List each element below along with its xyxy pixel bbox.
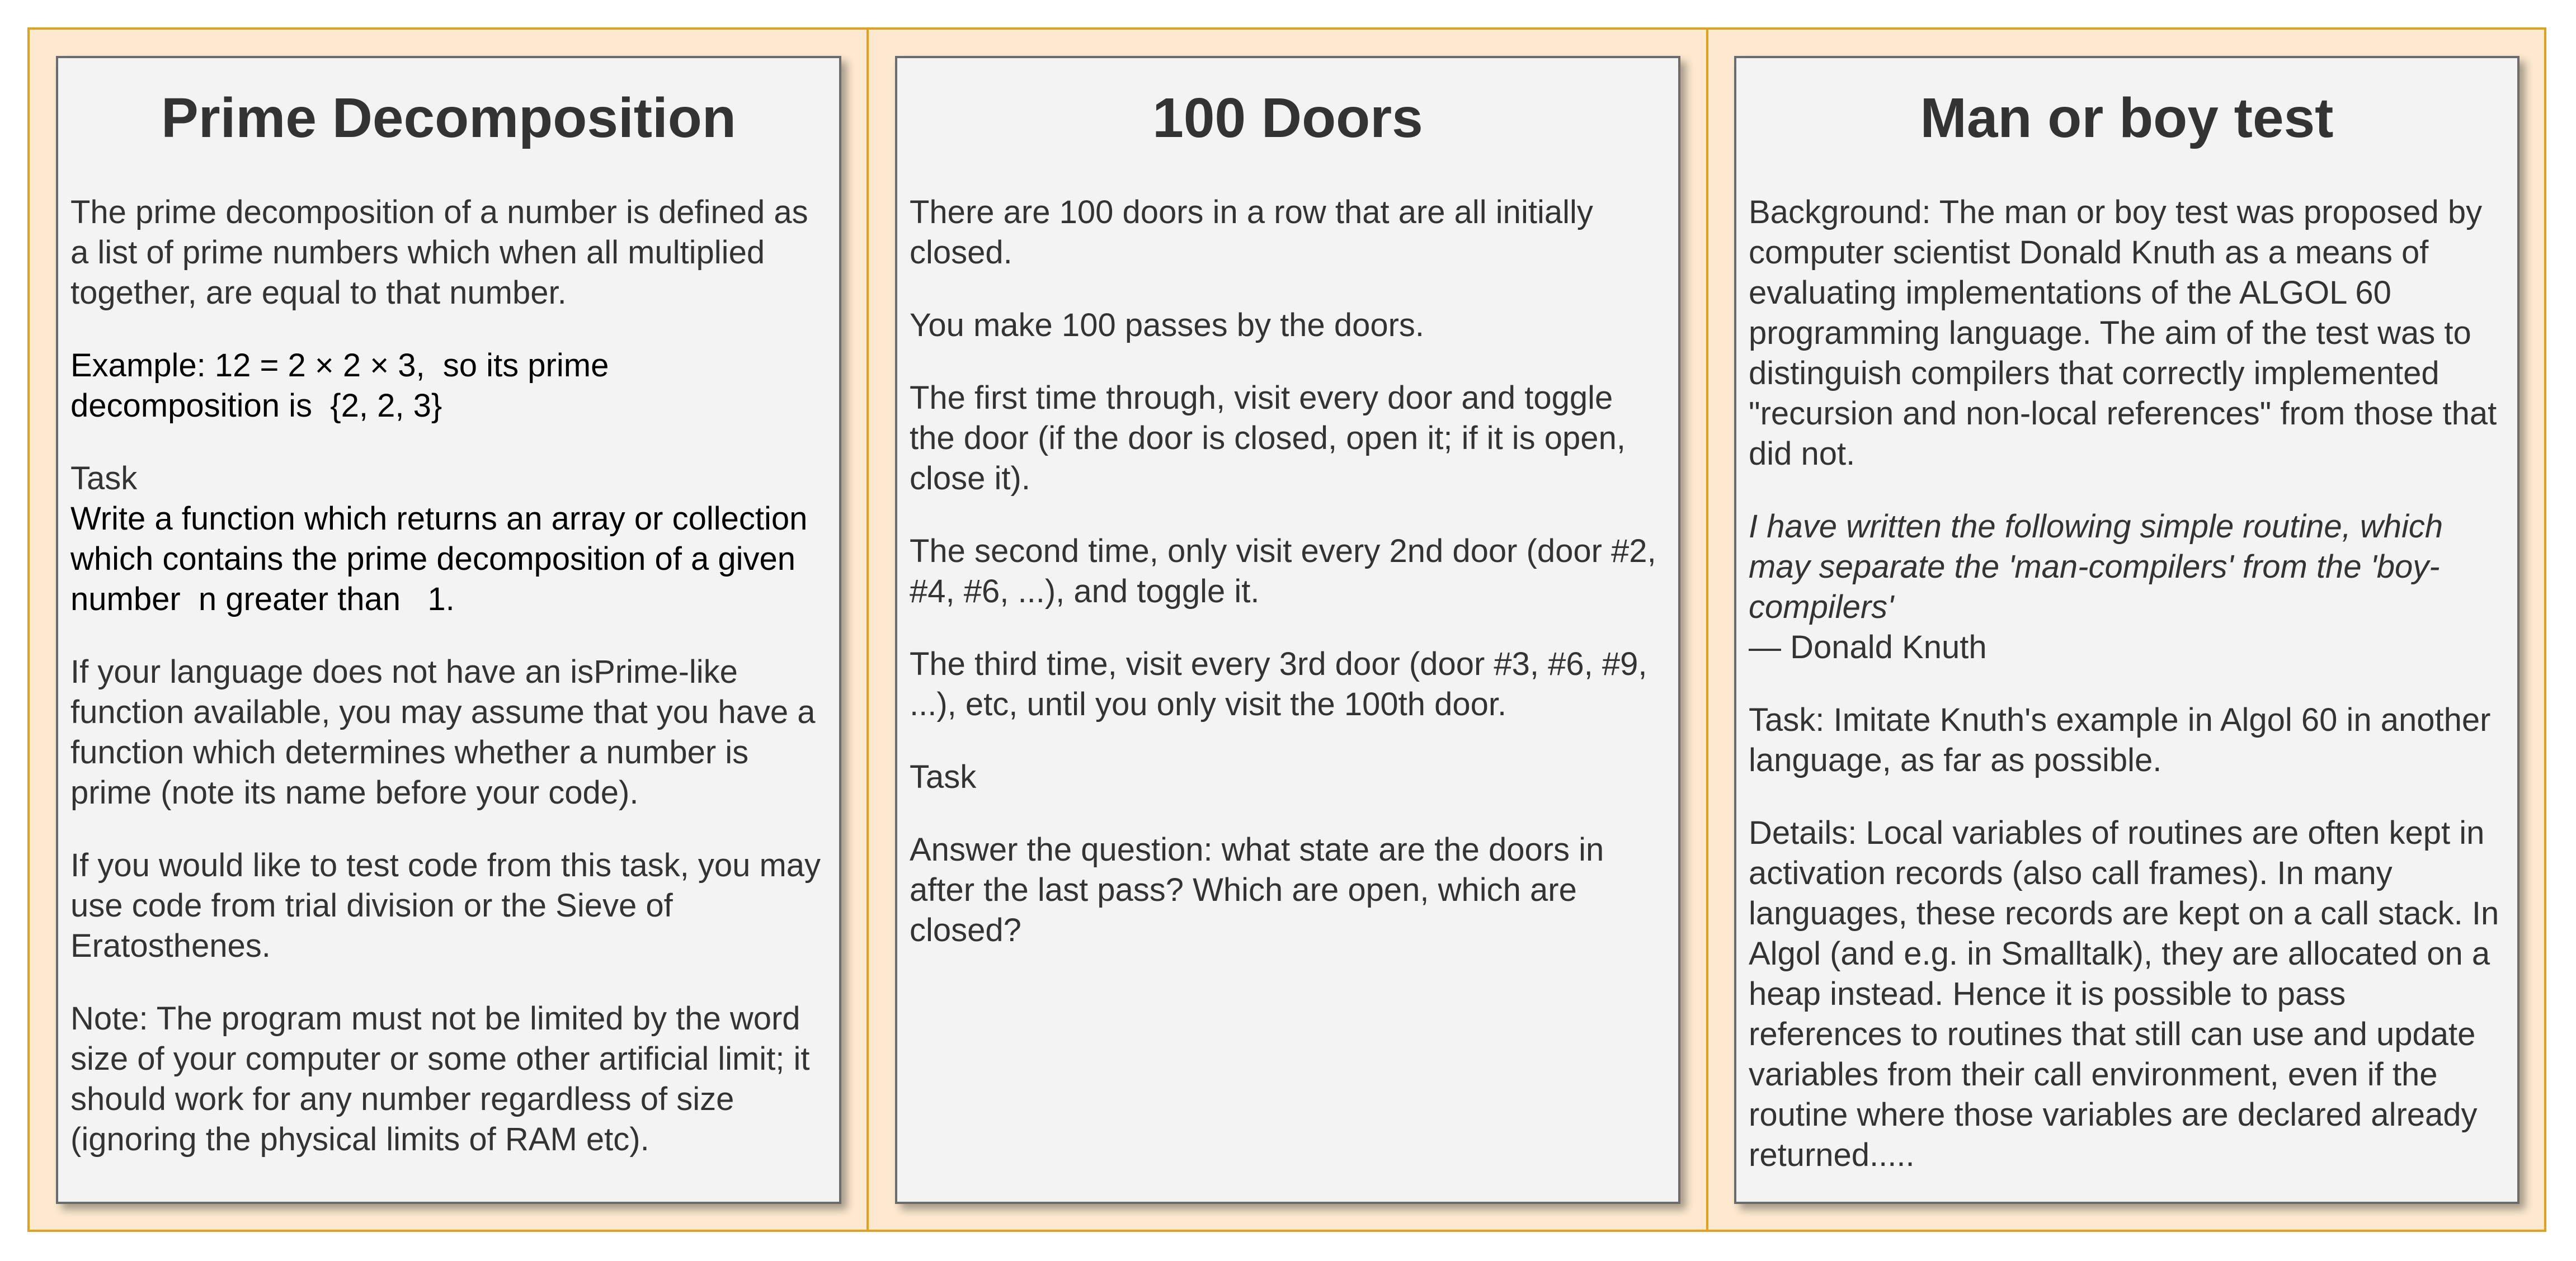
card-100-doors — [895, 56, 1680, 1204]
doors-paragraph-1: There are 100 doors in a row that are all initially closed. — [910, 194, 1593, 271]
column-divider-1 — [866, 27, 869, 1232]
test-paragraph: If you would like to test code from this task, you may use code from trial division or the Sieve of Eratosthenes. — [70, 847, 821, 964]
intro-paragraph: The prime decomposition of a number is defined as a list of prime numbers which when all multiplied together, are equal to that number. — [70, 194, 808, 311]
card-man-or-boy — [1734, 56, 2520, 1204]
task-paragraph: Write a function which returns an array or collection which contains the prime decomposition of a given number n greater than 1. — [70, 500, 817, 617]
column-divider-2 — [1706, 27, 1708, 1232]
background-paragraph: Background: The man or boy test was proposed by computer scientist Donald Knuth as a means of evaluating implementations of the ALGOL 60 programming language. The aim of the test was to distinguish compilers that correctly implemented "recursion and non-local references" from those that did not. — [1749, 194, 2497, 472]
card-title: Prime Decomposition — [161, 87, 736, 149]
task-heading: Task — [70, 460, 138, 497]
isprime-paragraph: If your language does not have an isPrime-like function available, you may assume that you have a function which determines whether a number is prime (note its name before your code). — [70, 654, 816, 811]
card-title: Man or boy test — [1920, 87, 2334, 149]
doors-paragraph-5: The third time, visit every 3rd door (door #3, #6, #9, ...), etc, until you only visit the 100th door. — [910, 646, 1647, 722]
knuth-quote: I have written the following simple routine, which may separate the 'man-compilers' from the 'boy-compilers' — [1749, 508, 2443, 625]
card-title: 100 Doors — [1152, 87, 1423, 149]
quote-attribution: — Donald Knuth — [1749, 629, 1987, 665]
task-heading: Task — [910, 759, 977, 795]
doors-paragraph-2: You make 100 passes by the doors. — [910, 307, 1425, 343]
question-paragraph: Answer the question: what state are the doors in after the last pass? Which are open, which are closed? — [910, 832, 1604, 948]
task-paragraph: Task: Imitate Knuth's example in Algol 60 in another language, as far as possible. — [1749, 702, 2491, 778]
doors-paragraph-3: The first time through, visit every door and toggle the door (if the door is closed, open it; if it is open, close it). — [910, 380, 1626, 497]
card-prime-decomposition — [56, 56, 841, 1204]
details-paragraph: Details: Local variables of routines are often kept in activation records (also call frames). In many languages, these records are kept on a call stack. In Algol (and e.g. in Smalltalk), they are allocated on a heap instead. Hence it is possible to pass references to routines that still can use and update variables from their call environment, even if the routine where those variables are declared already returned..... — [1749, 815, 2499, 1173]
doors-paragraph-4: The second time, only visit every 2nd door (door #2, #4, #6, ...), and toggle it. — [910, 533, 1656, 610]
limit-paragraph: Note: The program must not be limited by the word size of your computer or some other artificial limit; it should work for any number regardless of size (ignoring the physical limits of RAM etc). — [70, 1000, 810, 1158]
example-paragraph: Example: 12 = 2 × 2 × 3, so its prime decomposition is {2, 2, 3} — [70, 347, 618, 424]
